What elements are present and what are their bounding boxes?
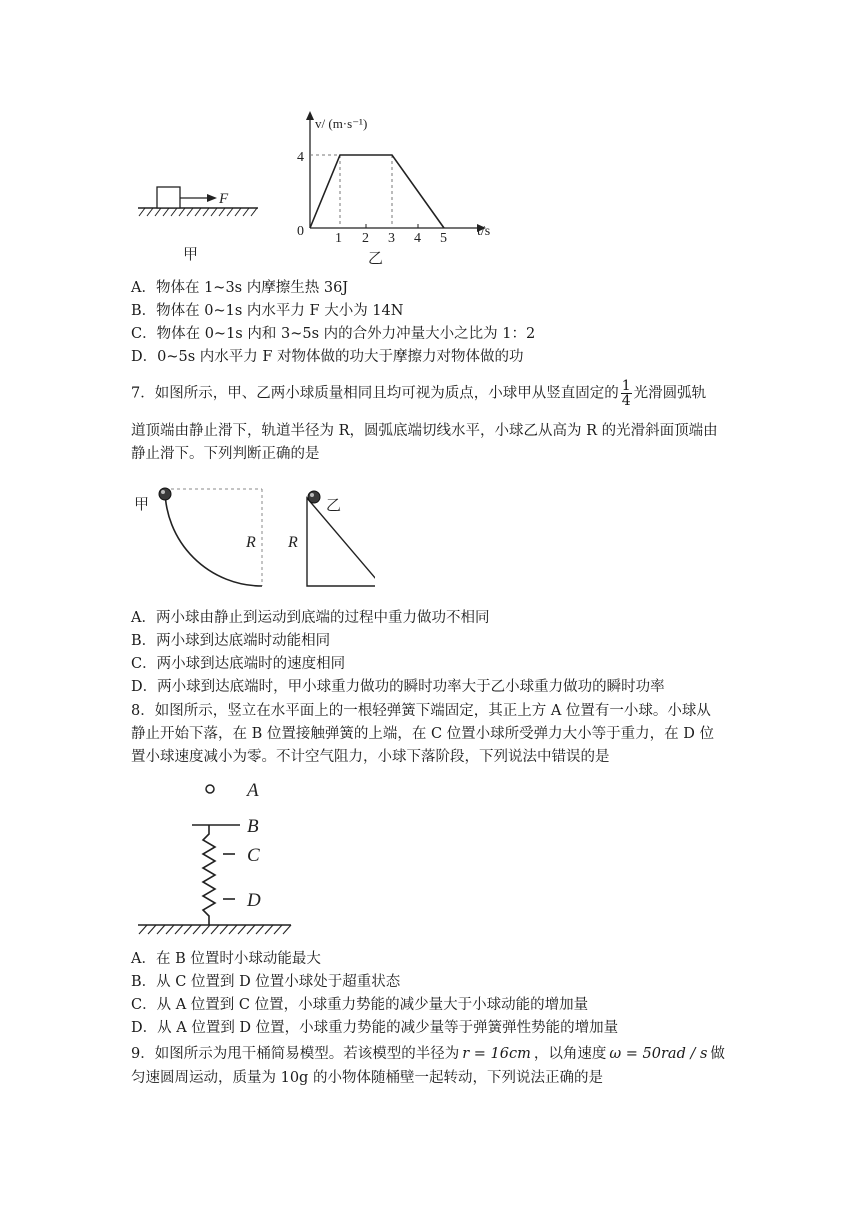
fig-label-R-right: R [288,534,298,551]
q8-stem-line2: 静止开始下落，在 B 位置接触弹簧的上端，在 C 位置小球所受弹力大小等于重力，在 D 位 [131,726,715,742]
q8-option-c: C．从 A 位置到 C 位置，小球重力势能的减少量大于小球动能的增加量 [131,997,589,1013]
q8-option-d: D．从 A 位置到 D 位置，小球重力势能的减少量等于弹簧弹性势能的增加量 [131,1020,619,1036]
x-tick-4: 4 [414,231,421,246]
block [157,187,180,208]
q9-stem-line2: 匀速圆周运动，质量为 10g 的小物体随桶壁一起转动，下列说法正确的是 [131,1070,603,1086]
label-jia: 甲 [183,247,199,263]
q7-stem-before-fraction: 7．如图所示，甲、乙两小球质量相同且均可视为质点，小球甲从竖直固定的 [131,385,619,402]
ball-at-A [206,785,214,793]
fraction-one-quarter [621,379,632,408]
q7-stem-line1 [131,379,706,408]
fig-label-yi: 乙 [326,498,342,514]
q8-option-b: B．从 C 位置到 D 位置小球处于超重状态 [131,974,401,990]
vt-curve [310,155,444,228]
q7-stem-line3: 静止滑下。下列判断正确的是 [131,446,320,462]
q6-option-b: B．物体在 0~1s 内水平力 F 大小为 14N [131,303,404,319]
q7-option-d: D．两小球到达底端时，甲小球重力做功的瞬时功率大于乙小球重力做功的瞬时功率 [131,679,665,695]
angular-velocity-expression: ω = 50rad / s [609,1046,708,1062]
fig-label-jia: 甲 [134,497,150,513]
x-tick-5: 5 [440,231,447,246]
q7-option-c: C．两小球到达底端时的速度相同 [131,656,346,672]
q9-stem-part-c: 做 [710,1046,725,1062]
label-C: C [247,845,260,866]
label-D: D [247,890,261,911]
origin-label: 0 [297,224,304,239]
q7-stem-line2: 道顶端由静止滑下，轨道半径为 R，圆弧底端切线水平，小球乙从高为 R 的光滑斜面顶端由 [131,423,718,439]
q8-stem-line1: 8．如图所示，竖立在水平面上的一根轻弹簧下端固定，其正上方 A 位置有一小球。小球从 [131,703,711,719]
radius-expression: r = 16cm [462,1046,531,1062]
y-axis-label: v/ (m·s⁻¹) [315,116,368,131]
vt-graph-yi [297,111,490,267]
q6-figure [125,108,525,273]
q7-stem-after-fraction: 光滑圆弧轨 [633,385,707,402]
fraction-numerator: 1 [621,378,631,394]
q6-option-d: D．0~5s 内水平力 F 对物体做的功大于摩擦力对物体做的功 [131,349,524,365]
block-diagram-jia [138,187,258,263]
ball-jia [159,488,171,500]
q7-figure [125,483,375,598]
x-tick-1: 1 [335,231,342,246]
q9-stem-part-b: ，以角速度 [533,1046,607,1062]
q9-stem-part-a: 9．如图所示为甩干桶简易模型。若该模型的半径为 [131,1046,460,1062]
q8-option-a: A．在 B 位置时小球动能最大 [131,951,321,967]
q6-option-a: A．物体在 1~3s 内摩擦生热 36J [131,280,349,296]
q7-option-a: A．两小球由静止到运动到底端的过程中重力做功不相同 [131,610,490,626]
q7-option-b: B．两小球到达底端时动能相同 [131,633,331,649]
label-yi: 乙 [368,251,384,267]
fig-label-R-left: R [246,534,256,551]
x-tick-3: 3 [388,231,395,246]
y-tick-4: 4 [297,150,304,165]
q9-stem-line1 [131,1044,725,1064]
x-tick-2: 2 [362,231,369,246]
quarter-arc-track-jia [134,488,262,586]
q8-figure [125,776,305,941]
incline-yi [287,491,375,586]
force-label: F [219,191,229,207]
q6-option-c: C．物体在 0~1s 内和 3~5s 内的合外力冲量大小之比为 1：2 [131,326,536,342]
fraction-denominator: 4 [621,393,631,409]
q8-stem-line3: 置小球速度减小为零。不计空气阻力，小球下落阶段，下列说法中错误的是 [131,749,610,765]
x-axis-label: t/s [477,224,491,239]
label-B: B [247,816,259,837]
label-A: A [247,780,259,801]
ball-yi [308,491,320,503]
spring [203,825,215,925]
